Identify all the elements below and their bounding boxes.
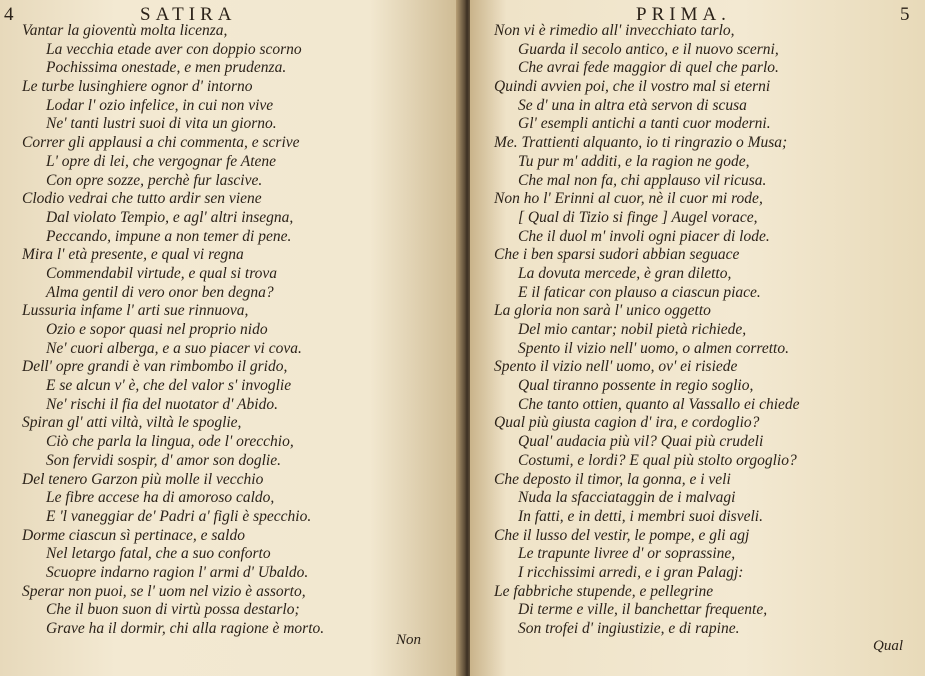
verse-line: Del tenero Garzon più molle il vecchio	[22, 470, 264, 488]
left-catchword: Non	[396, 632, 422, 648]
verse-line: Di terme e ville, il banchettar frequente,	[518, 601, 768, 619]
verse-line: [ Qual di Tizio si finge ] Augel vorace,	[518, 208, 758, 226]
verse-line: La gloria non sarà l' unico oggetto	[494, 302, 711, 320]
verse-line: Le trapunte livree d' or soprassine,	[518, 545, 736, 563]
verse-line: E 'l vaneggiar de' Padri a' figli è specchio.	[46, 507, 312, 525]
verse-line: Ne' tanti lustri suoi di vita un giorno.	[46, 115, 277, 133]
verse-line: Ozio e sopor quasi nel proprio nido	[46, 321, 268, 338]
verse-line: La dovuta mercede, è gran diletto,	[518, 264, 732, 282]
verse-line: Le fibre accese ha di amoroso caldo,	[46, 489, 275, 507]
verse-line: Spento il vizio nell' uomo, o almen corretto.	[518, 339, 789, 357]
verse-line: Mira l' età presente, e qual vi regna	[22, 246, 244, 264]
verse-line: Ne' rischi il fia del nuotator d' Abido.	[46, 395, 278, 413]
right-running-header: PRIMA.	[636, 4, 731, 25]
verse-line: Se d' una in altra età servon di scusa	[518, 96, 747, 114]
verse-line: L' opre di lei, che vergognar fe Atene	[46, 152, 277, 170]
verse-line: Tu pur m' additi, e la ragion ne gode,	[518, 152, 750, 170]
verse-line: Non vi è rimedio all' invecchiato tarlo,	[494, 22, 735, 39]
verse-line: Che mal non fa, chi applauso vil ricusa.	[518, 171, 767, 189]
right-page	[470, 0, 925, 676]
verse-line: Clodio vedrai che tutto ardir sen viene	[22, 190, 262, 208]
right-page-number: 5	[900, 4, 910, 25]
verse-line: Qual più giusta cagion d' ira, e cordoglio?	[494, 414, 760, 432]
verse-line: Le turbe lusinghiere ognor d' intorno	[22, 78, 253, 96]
verse-line: Che il duol m' involi ogni piacer di lode.	[518, 227, 770, 245]
verse-line: Grave ha il dormir, chi alla ragione è morto.	[46, 620, 325, 637]
verse-line: Alma gentil di vero onor ben degna?	[46, 283, 274, 301]
verse-line: Sperar non puoi, se l' uom nel vizio è assorto,	[22, 582, 306, 600]
left-verse-block	[22, 22, 324, 639]
verse-line: Che i ben sparsi sudori abbian seguace	[494, 246, 740, 264]
verse-line: Dal violato Tempio, e agl' altri insegna,	[46, 208, 294, 226]
verse-line: Del mio cantar; nobil pietà richiede,	[518, 321, 747, 338]
verse-line: Nuda la sfacciataggin de i malvagi	[518, 489, 736, 507]
right-verse-block	[494, 22, 800, 639]
verse-line: Peccando, impune a non temer di pene.	[46, 227, 292, 245]
verse-line: Ne' cuori alberga, e a suo piacer vi cova.	[46, 339, 302, 357]
verse-line: Che deposto il timor, la gonna, e i veli	[494, 470, 731, 488]
right-catchword: Qual	[873, 638, 903, 654]
verse-line: Son trofei d' ingiustizie, e di rapine.	[518, 620, 740, 637]
verse-line: Che il lusso del vestir, le pompe, e gli agj	[494, 526, 750, 544]
verse-line: Gl' esempli antichi a tanti cuor moderni.	[518, 115, 771, 133]
verse-line: Ciò che parla la lingua, ode l' orecchio,	[46, 433, 294, 451]
verse-line: La vecchia etade aver con doppio scorno	[46, 40, 302, 58]
verse-line: Che avrai fede maggior di quel che parlo.	[518, 59, 779, 77]
verse-line: Son fervidi sospir, d' amor son doglie.	[46, 451, 281, 469]
verse-line: Quindi avvien poi, che il vostro mal si eterni	[494, 78, 771, 96]
verse-line: I ricchissimi arredi, e i gran Palagj:	[518, 563, 744, 581]
verse-line: Lodar l' ozio infelice, in cui non vive	[46, 96, 274, 114]
verse-line: Spiran gl' atti viltà, viltà le spoglie,	[22, 414, 242, 432]
left-running-header: SATIRA	[140, 4, 237, 25]
verse-line: Qual tiranno possente in regio soglio,	[518, 377, 754, 395]
left-page-number: 4	[4, 4, 14, 25]
verse-line: Costumi, e lordi? E qual più stolto orgoglio?	[518, 451, 797, 469]
verse-line: Vantar la gioventù molta licenza,	[22, 22, 228, 39]
verse-line: Me. Trattienti alquanto, io ti ringrazio o Musa;	[494, 134, 788, 152]
verse-line: Spento il vizio nell' uomo, ov' ei risiede	[494, 358, 738, 376]
verse-line: Lussuria infame l' arti sue rinnuova,	[22, 302, 249, 320]
verse-line: Qual' audacia più vil? Quai più crudeli	[518, 433, 764, 451]
verse-line: Guarda il secolo antico, e il nuovo scerni,	[518, 40, 779, 58]
verse-line: In fatti, e in detti, i membri suoi disveli.	[518, 507, 763, 525]
verse-line: Correr gli applausi a chi commenta, e scrive	[22, 134, 300, 152]
verse-line: Commendabil virtude, e qual si trova	[46, 264, 278, 282]
verse-line: Le fabbriche stupende, e pellegrine	[494, 582, 714, 600]
verse-line: Dorme ciascun sì pertinace, e saldo	[22, 526, 245, 544]
verse-line: Che tanto ottien, quanto al Vassallo ei chiede	[518, 395, 800, 413]
verse-line: E il faticar con plauso a ciascun piace.	[518, 283, 761, 301]
left-page	[0, 0, 462, 676]
verse-line: Non ho l' Erinni al cuor, nè il cuor mi rode,	[494, 190, 763, 208]
verse-line: Scuopre indarno ragion l' armi d' Ubaldo.	[46, 563, 309, 581]
verse-line: Nel letargo fatal, che a suo conforto	[46, 545, 271, 563]
verse-line: E se alcun v' è, che del valor s' invoglie	[46, 377, 292, 395]
verse-line: Con opre sozze, perchè fur lascive.	[46, 171, 263, 189]
verse-line: Pochissima onestade, e men prudenza.	[46, 59, 287, 77]
verse-line: Che il buon suon di virtù possa destarlo;	[46, 601, 300, 619]
verse-line: Dell' opre grandi è van rimbombo il grido,	[22, 358, 288, 376]
